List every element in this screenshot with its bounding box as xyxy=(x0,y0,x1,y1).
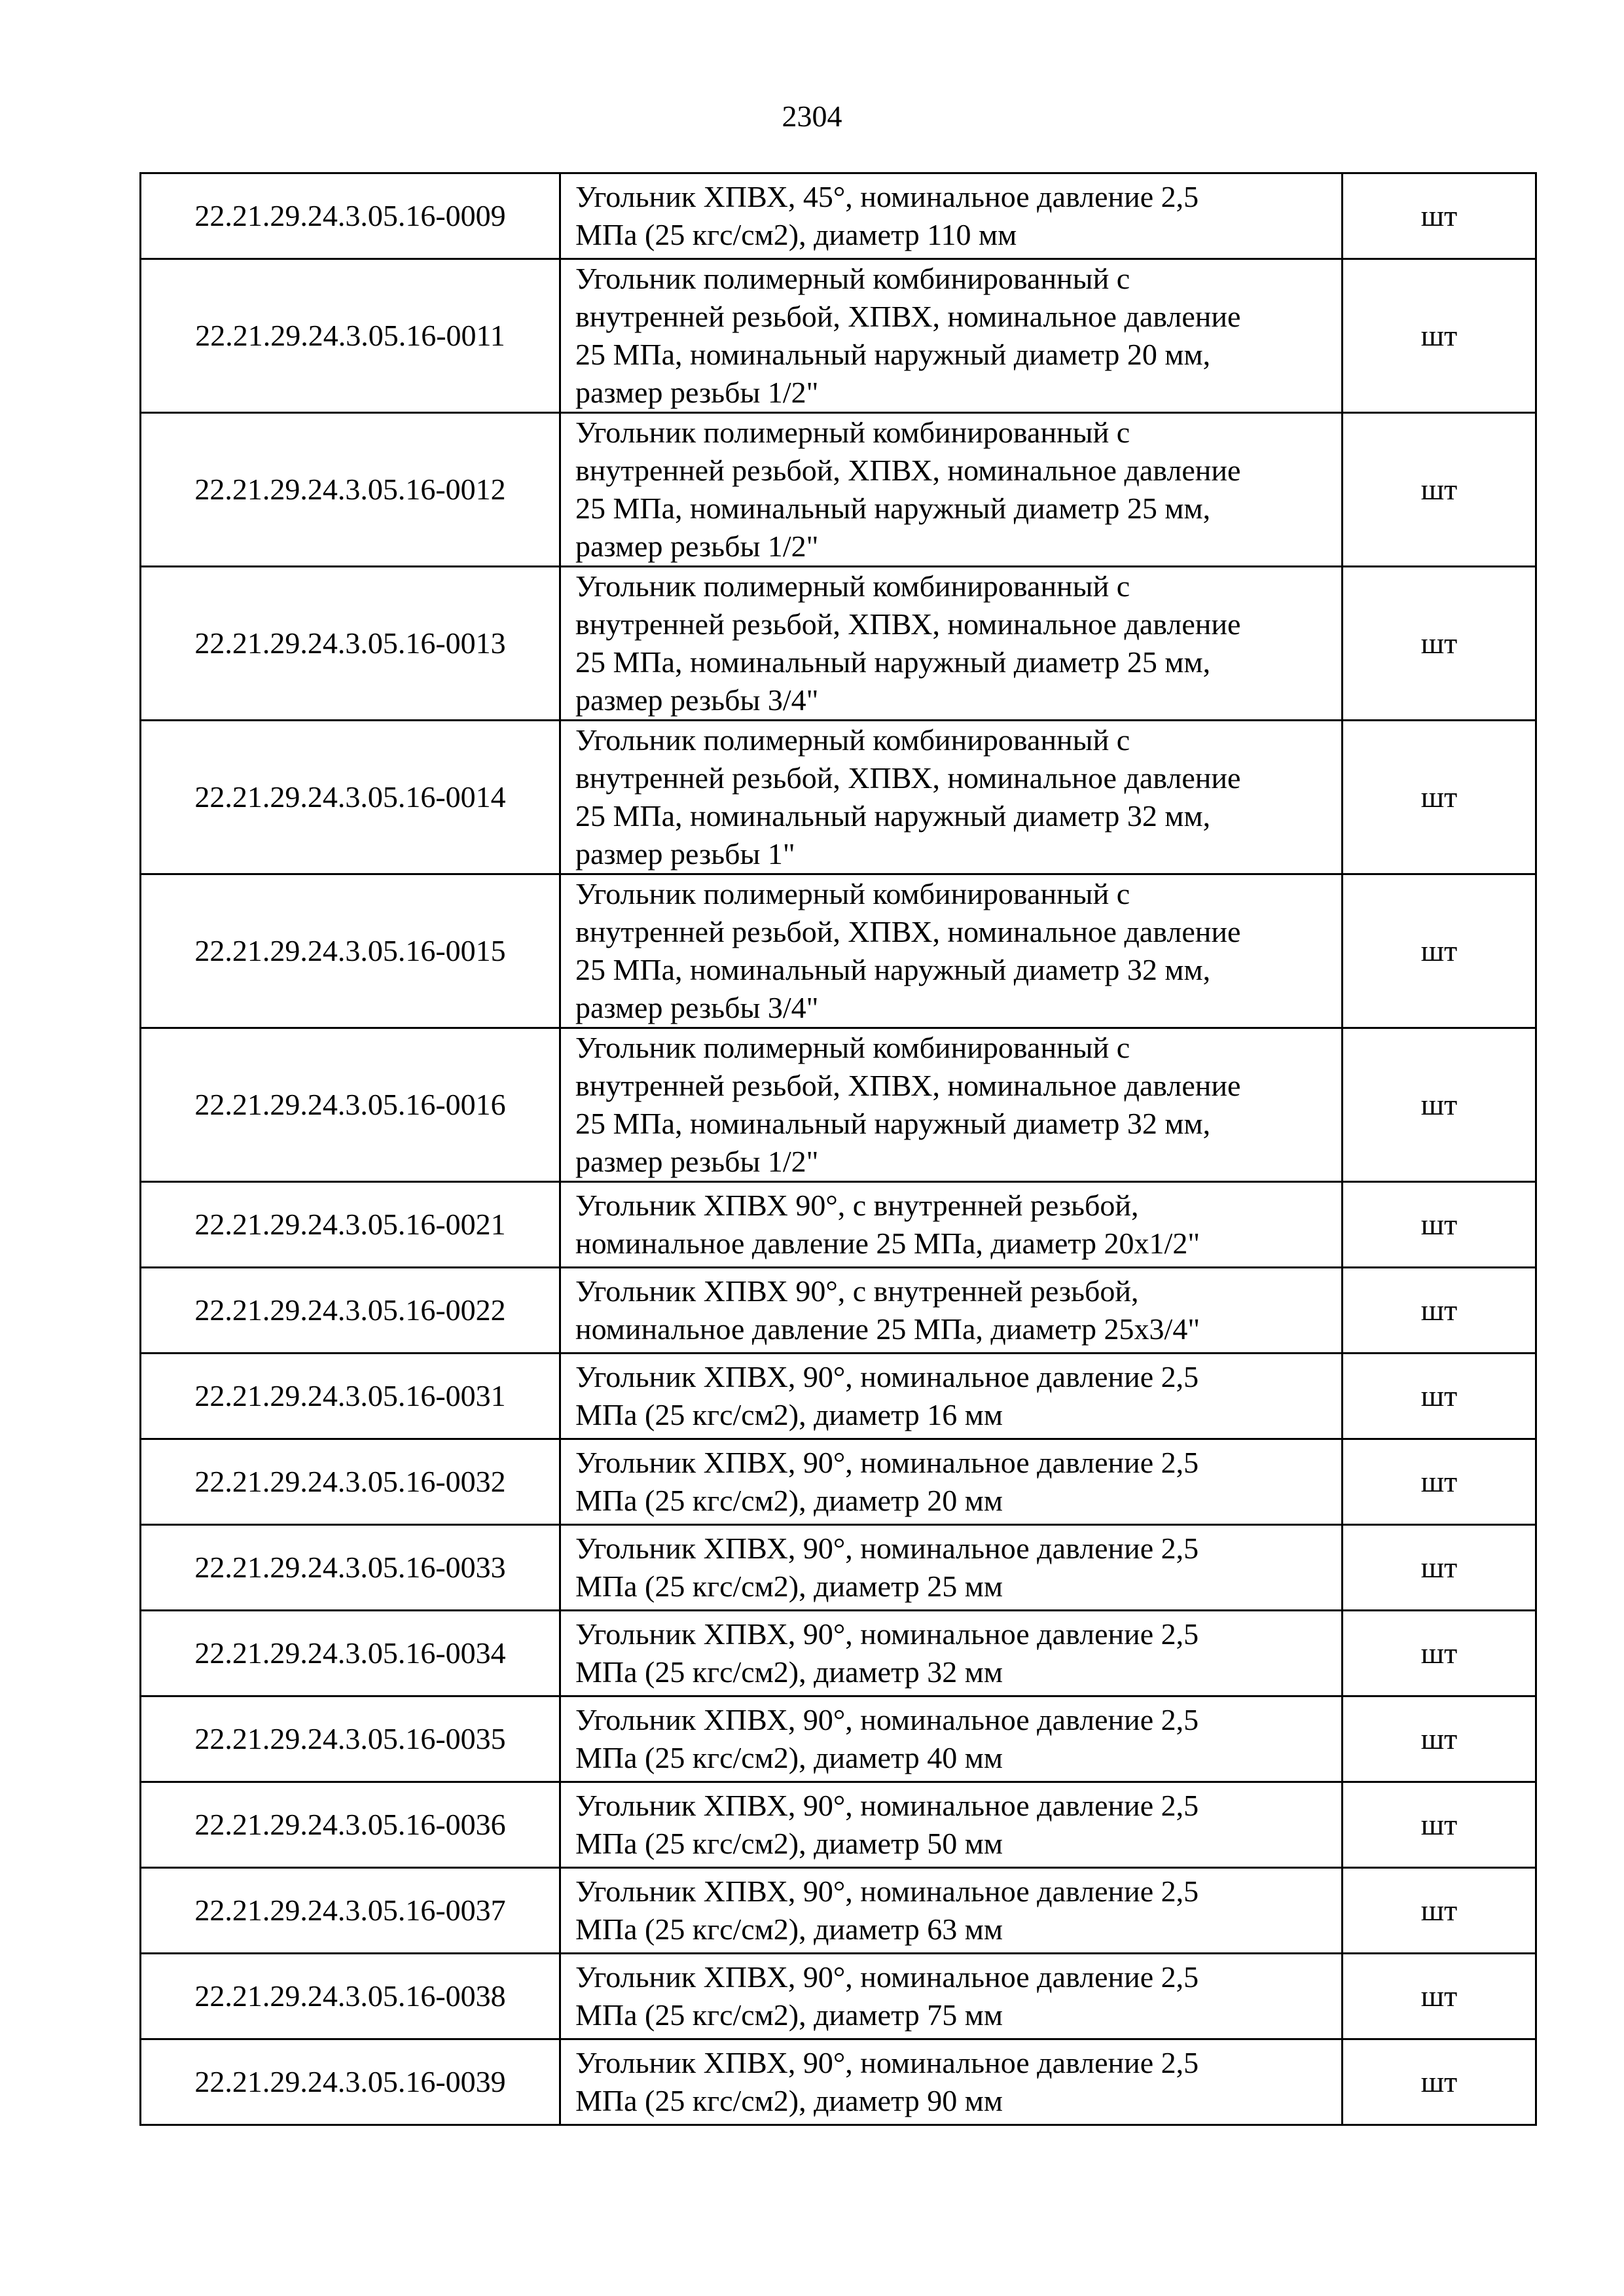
name-line: внутренней резьбой, ХПВХ, номинальное давление xyxy=(575,1069,1241,1102)
name-cell xyxy=(560,413,1343,567)
code-cell: 22.21.29.24.3.05.16-0014 xyxy=(141,721,560,874)
table-row xyxy=(141,1782,1536,1868)
name-line: Угольник ХПВХ, 90°, номинальное давление 2,5 xyxy=(575,1874,1199,1908)
table-row xyxy=(141,413,1536,567)
name-line: Угольник ХПВХ, 45°, номинальное давление 2,5 xyxy=(575,180,1199,213)
table-row xyxy=(141,874,1536,1028)
name-line: Угольник полимерный комбинированный с xyxy=(575,723,1130,757)
name-line: внутренней резьбой, ХПВХ, номинальное давление xyxy=(575,454,1241,487)
name-cell xyxy=(560,259,1343,413)
code-cell: 22.21.29.24.3.05.16-0039 xyxy=(141,2039,560,2125)
name-line: Угольник ХПВХ, 90°, номинальное давление 2,5 xyxy=(575,1703,1199,1736)
name-line: размер резьбы 3/4" xyxy=(575,683,819,717)
name-line: Угольник ХПВХ, 90°, номинальное давление 2,5 xyxy=(575,2046,1199,2079)
unit-cell: шт xyxy=(1343,1354,1536,1439)
name-line: 25 МПа, номинальный наружный диаметр 20 мм, xyxy=(575,338,1211,371)
name-line: 25 МПа, номинальный наружный диаметр 32 мм, xyxy=(575,1107,1211,1140)
name-line: Угольник ХПВХ, 90°, номинальное давление 2,5 xyxy=(575,1789,1199,1822)
table-row xyxy=(141,1354,1536,1439)
unit-cell: шт xyxy=(1343,874,1536,1028)
code-cell: 22.21.29.24.3.05.16-0033 xyxy=(141,1525,560,1611)
table-row xyxy=(141,1696,1536,1782)
name-cell xyxy=(560,1611,1343,1696)
unit-cell: шт xyxy=(1343,1611,1536,1696)
code-cell: 22.21.29.24.3.05.16-0011 xyxy=(141,259,560,413)
unit-cell: шт xyxy=(1343,1439,1536,1525)
name-line: Угольник ХПВХ 90°, с внутренней резьбой, xyxy=(575,1274,1139,1308)
name-line: Угольник полимерный комбинированный с xyxy=(575,877,1130,910)
unit-cell: шт xyxy=(1343,1696,1536,1782)
name-line: 25 МПа, номинальный наружный диаметр 32 мм, xyxy=(575,953,1211,986)
code-cell: 22.21.29.24.3.05.16-0015 xyxy=(141,874,560,1028)
table-row xyxy=(141,1439,1536,1525)
name-line: Угольник полимерный комбинированный с xyxy=(575,569,1130,603)
name-cell xyxy=(560,874,1343,1028)
code-cell: 22.21.29.24.3.05.16-0022 xyxy=(141,1268,560,1354)
resource-table xyxy=(139,172,1537,2126)
name-line: Угольник полимерный комбинированный с xyxy=(575,262,1130,295)
name-line: номинальное давление 25 МПа, диаметр 25х3/4" xyxy=(575,1312,1200,1346)
name-cell xyxy=(560,1268,1343,1354)
unit-cell: шт xyxy=(1343,1268,1536,1354)
unit-cell: шт xyxy=(1343,1028,1536,1182)
name-line: размер резьбы 3/4" xyxy=(575,991,819,1024)
name-cell xyxy=(560,1182,1343,1268)
code-cell: 22.21.29.24.3.05.16-0036 xyxy=(141,1782,560,1868)
name-line: МПа (25 кгс/см2), диаметр 75 мм xyxy=(575,1998,1003,2032)
code-cell: 22.21.29.24.3.05.16-0021 xyxy=(141,1182,560,1268)
table-row xyxy=(141,1611,1536,1696)
name-cell xyxy=(560,2039,1343,2125)
name-cell xyxy=(560,721,1343,874)
code-cell: 22.21.29.24.3.05.16-0009 xyxy=(141,173,560,259)
table-row xyxy=(141,1028,1536,1182)
name-line: Угольник ХПВХ, 90°, номинальное давление 2,5 xyxy=(575,1960,1199,1994)
unit-cell: шт xyxy=(1343,1525,1536,1611)
name-cell xyxy=(560,1439,1343,1525)
table-row xyxy=(141,1868,1536,1954)
name-line: Угольник ХПВХ, 90°, номинальное давление 2,5 xyxy=(575,1446,1199,1479)
name-line: МПа (25 кгс/см2), диаметр 90 мм xyxy=(575,2084,1003,2117)
name-line: 25 МПа, номинальный наружный диаметр 32 мм, xyxy=(575,799,1211,833)
name-line: 25 МПа, номинальный наружный диаметр 25 мм, xyxy=(575,645,1211,679)
table-row xyxy=(141,1954,1536,2039)
code-cell: 22.21.29.24.3.05.16-0037 xyxy=(141,1868,560,1954)
unit-cell: шт xyxy=(1343,173,1536,259)
code-cell: 22.21.29.24.3.05.16-0016 xyxy=(141,1028,560,1182)
name-line: внутренней резьбой, ХПВХ, номинальное давление xyxy=(575,607,1241,641)
unit-cell: шт xyxy=(1343,1782,1536,1868)
table-row xyxy=(141,259,1536,413)
name-cell xyxy=(560,1696,1343,1782)
name-cell xyxy=(560,1954,1343,2039)
name-line: МПа (25 кгс/см2), диаметр 25 мм xyxy=(575,1570,1003,1603)
table-row xyxy=(141,567,1536,721)
name-cell xyxy=(560,1868,1343,1954)
name-line: 25 МПа, номинальный наружный диаметр 25 мм, xyxy=(575,492,1211,525)
name-line: МПа (25 кгс/см2), диаметр 110 мм xyxy=(575,218,1017,251)
unit-cell: шт xyxy=(1343,721,1536,874)
code-cell: 22.21.29.24.3.05.16-0013 xyxy=(141,567,560,721)
name-line: размер резьбы 1/2" xyxy=(575,1145,819,1178)
name-line: Угольник ХПВХ, 90°, номинальное давление 2,5 xyxy=(575,1360,1199,1393)
table-row xyxy=(141,2039,1536,2125)
code-cell: 22.21.29.24.3.05.16-0032 xyxy=(141,1439,560,1525)
name-line: номинальное давление 25 МПа, диаметр 20х1/2" xyxy=(575,1227,1200,1260)
unit-cell: шт xyxy=(1343,1182,1536,1268)
name-cell xyxy=(560,1028,1343,1182)
unit-cell: шт xyxy=(1343,413,1536,567)
unit-cell: шт xyxy=(1343,567,1536,721)
name-line: размер резьбы 1/2" xyxy=(575,376,819,409)
name-line: размер резьбы 1/2" xyxy=(575,529,819,563)
name-line: внутренней резьбой, ХПВХ, номинальное давление xyxy=(575,761,1241,795)
name-line: внутренней резьбой, ХПВХ, номинальное давление xyxy=(575,915,1241,948)
table-row xyxy=(141,1182,1536,1268)
name-line: Угольник ХПВХ 90°, с внутренней резьбой, xyxy=(575,1189,1139,1222)
name-cell xyxy=(560,1354,1343,1439)
name-line: внутренней резьбой, ХПВХ, номинальное давление xyxy=(575,300,1241,333)
name-line: Угольник полимерный комбинированный с xyxy=(575,416,1130,449)
table-row xyxy=(141,173,1536,259)
unit-cell: шт xyxy=(1343,1868,1536,1954)
unit-cell: шт xyxy=(1343,2039,1536,2125)
code-cell: 22.21.29.24.3.05.16-0031 xyxy=(141,1354,560,1439)
name-line: размер резьбы 1" xyxy=(575,837,795,870)
unit-cell: шт xyxy=(1343,259,1536,413)
name-line: Угольник ХПВХ, 90°, номинальное давление 2,5 xyxy=(575,1617,1199,1651)
name-line: МПа (25 кгс/см2), диаметр 40 мм xyxy=(575,1741,1003,1774)
code-cell: 22.21.29.24.3.05.16-0034 xyxy=(141,1611,560,1696)
unit-cell: шт xyxy=(1343,1954,1536,2039)
name-line: МПа (25 кгс/см2), диаметр 63 мм xyxy=(575,1912,1003,1946)
name-cell xyxy=(560,1782,1343,1868)
table-body xyxy=(141,173,1536,2125)
table-row xyxy=(141,1268,1536,1354)
name-line: МПа (25 кгс/см2), диаметр 16 мм xyxy=(575,1398,1003,1431)
page-number: 2304 xyxy=(782,99,842,133)
name-line: МПа (25 кгс/см2), диаметр 32 мм xyxy=(575,1655,1003,1689)
code-cell: 22.21.29.24.3.05.16-0012 xyxy=(141,413,560,567)
code-cell: 22.21.29.24.3.05.16-0035 xyxy=(141,1696,560,1782)
name-line: Угольник полимерный комбинированный с xyxy=(575,1031,1130,1064)
name-line: МПа (25 кгс/см2), диаметр 20 мм xyxy=(575,1484,1003,1517)
name-line: МПа (25 кгс/см2), диаметр 50 мм xyxy=(575,1827,1003,1860)
name-cell xyxy=(560,567,1343,721)
name-cell xyxy=(560,173,1343,259)
table-row xyxy=(141,721,1536,874)
code-cell: 22.21.29.24.3.05.16-0038 xyxy=(141,1954,560,2039)
name-line: Угольник ХПВХ, 90°, номинальное давление 2,5 xyxy=(575,1532,1199,1565)
name-cell xyxy=(560,1525,1343,1611)
table-row xyxy=(141,1525,1536,1611)
